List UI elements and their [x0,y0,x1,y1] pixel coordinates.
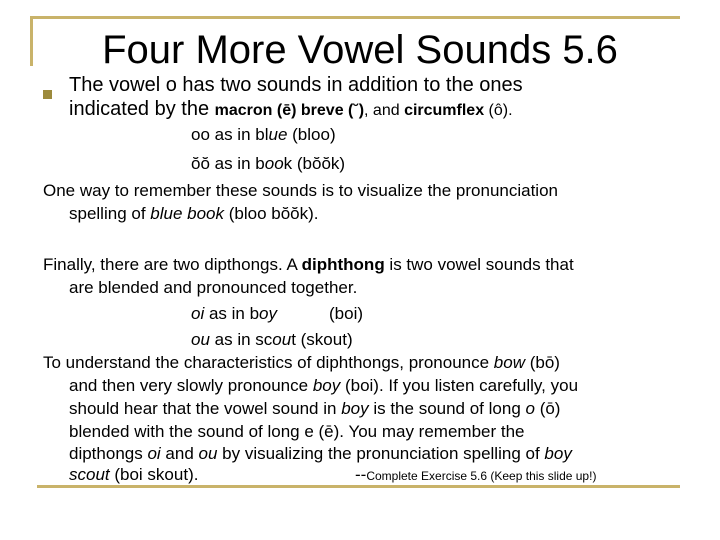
remember-text: spelling of [69,204,151,223]
understand-text: and [160,444,199,463]
example-text: k (bŏŏk) [283,154,346,173]
example-oi-pron: (boi) [329,304,364,323]
example-italic: oy [259,304,278,323]
intro-paragraph [69,73,523,123]
remember-line-1: One way to remember these sounds is to visualize the pronunciation [43,181,558,200]
diphthong-line-2: are blended and pronounced together. [69,278,358,297]
example-text: oo as in bl [191,125,269,144]
understand-italic: boy [312,376,341,395]
example-italic: ue [268,125,288,144]
understand-text: (ō) [534,399,561,418]
understand-line-2 [69,375,578,397]
diphthong-text: is two vowel sounds that [384,255,574,274]
understand-italic: scout [69,465,110,484]
example-italic: ou [191,330,210,349]
slide-title: Four More Vowel Sounds 5.6 [102,28,618,72]
understand-italic: boy [544,444,572,463]
understand-text: and then very slowly pronounce [69,376,313,395]
understand-italic: oi [147,444,161,463]
understand-italic: boy [341,399,369,418]
exercise-note [355,464,596,487]
understand-italic: o [525,399,535,418]
macron-term: macron (ē) [214,102,297,119]
example-text: as in b [204,304,260,323]
understand-text: dipthongs [69,444,148,463]
understand-line-4: blended with the sound of long e (ē). You may remember the [69,422,525,441]
diphthong-line-1 [43,254,574,276]
understand-text: (boi). If you listen carefully, you [340,376,579,395]
example-ooo [191,153,345,175]
remember-line-2 [69,203,319,225]
understand-line-6 [69,464,198,486]
understand-line-3 [69,398,560,420]
diphthong-term: diphthong [301,255,385,274]
frame-top-line [30,16,680,19]
diphthong-text: Finally, there are two dipthongs. A [43,255,302,274]
understand-text: should hear that the vowel sound in [69,399,342,418]
understand-text: (bō) [524,353,560,372]
example-ou [191,329,353,351]
example-oi [191,303,277,325]
example-text: as in sc [209,330,273,349]
understand-italic: ou [198,444,218,463]
understand-text: by visualizing the pronunciation spelling of [217,444,545,463]
intro-text: , and [364,102,405,119]
example-italic: oi [191,304,205,323]
intro-text: indicated by the [69,98,215,120]
square-bullet-icon [43,90,52,99]
understand-italic: bow [493,353,525,372]
example-italic: ou [272,330,292,349]
example-text: (bloo) [287,125,336,144]
understand-line-1 [43,352,560,374]
understand-text: (boi skout). [109,465,199,484]
breve-term: breve (˘) [296,102,365,119]
circumflex-term: circumflex [404,102,485,119]
example-oo [191,124,336,146]
understand-text: To understand the characteristics of diphthongs, pronounce [43,353,494,372]
remember-text: (bloo bŏŏk). [224,204,319,223]
example-italic: oo [264,154,284,173]
intro-text: (ô). [484,102,513,119]
understand-text: is the sound of long [368,399,526,418]
example-text: t (skout) [291,330,353,349]
exercise-note-text: Complete Exercise 5.6 (Keep this slide up!) [366,469,597,483]
note-dash: -- [355,465,367,484]
intro-line-2 [69,97,523,123]
intro-line-1: The vowel o has two sounds in addition to the ones [69,74,523,96]
example-text: ŏŏ as in b [191,154,265,173]
understand-line-5 [69,443,572,465]
remember-italic: blue book [150,204,225,223]
